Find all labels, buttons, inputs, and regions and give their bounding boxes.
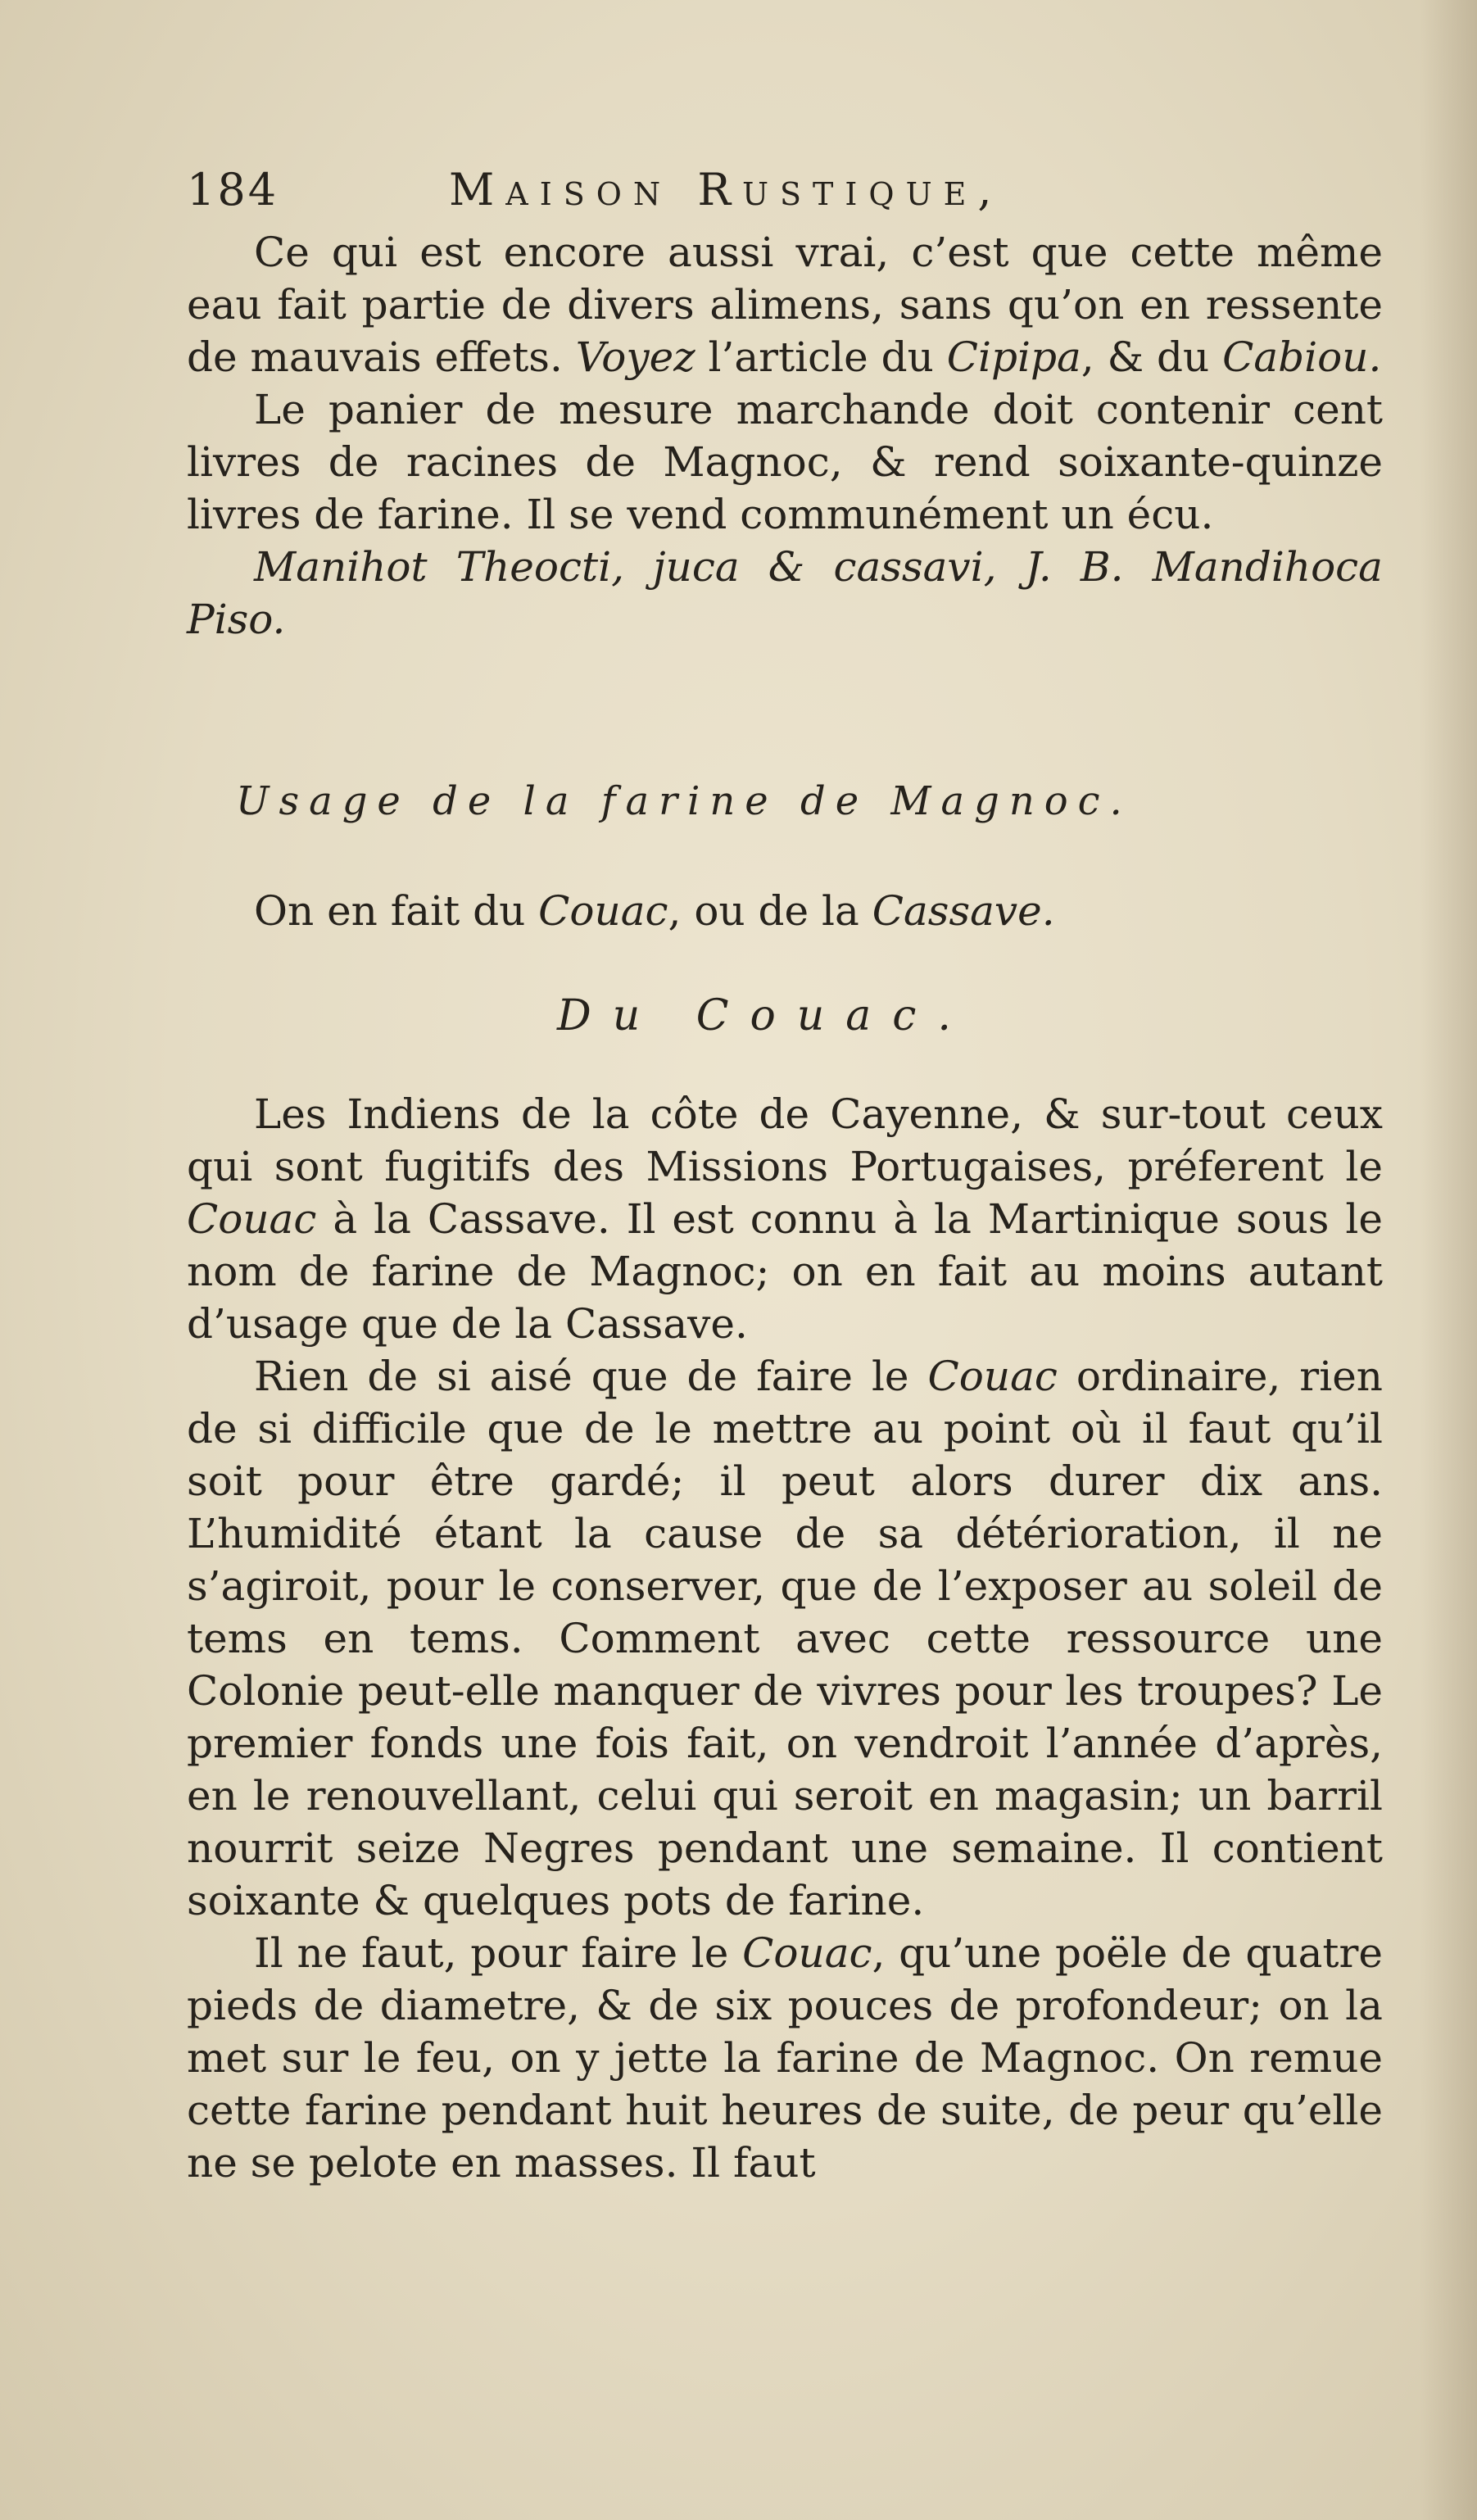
paragraph-indiens (187, 1088, 1383, 1350)
italic-cipipa: Cipipa (946, 333, 1081, 381)
italic-couac: Couac (538, 887, 668, 935)
paragraph-text: l’article du (695, 333, 947, 381)
paragraph-poele (187, 1927, 1383, 2189)
paragraph-text: Les Indiens de la côte de Cayenne, & sur-tout ceux qui sont fugitifs des Missions Portugaises, préferent le (187, 1090, 1383, 1190)
italic-voyez: Voyez (575, 333, 695, 381)
italic-cabiou: Cabiou. (1222, 333, 1382, 381)
usage-lead-line (254, 885, 1055, 937)
running-title: Maison Rustique, (449, 164, 1004, 215)
page-number: 184 (187, 164, 279, 215)
paragraph-text: Ce qui est encore aussi vrai, c’est que cette même eau fait partie de divers alimens, sans qu’on en ressente de mauvais effets. (187, 229, 1383, 381)
heading-du-couac: Du Couac. (557, 991, 972, 1040)
italic-couac: Couac (187, 1195, 317, 1243)
paragraph-text: ordinaire, rien de si difficile que de le mettre au point où il faut qu’il soit pour être gardé; il peut alors durer dix ans. L’humidité étant la cause de sa détérioration, il ne s’agiroit, pour le conserver, que de l’exposer au soleil de tems en tems. Comment avec cette ressource une Colonie peut-elle manquer de vivres pour les troupes? Le premier fonds une fois fait, on vendroit l’année d’après, en le renouvellant, celui qui seroit en magasin; un barril nourrit seize Negres pendant une semaine. Il contient soixante & quelques pots de farine. (187, 1353, 1383, 1924)
paragraph-eau (187, 226, 1383, 383)
paragraph-text: Il ne faut, pour faire le (254, 1929, 743, 1977)
paragraph-text: , qu’une poële de quatre pieds de diametre, & de six pouces de profondeur; on la met sur le feu, on y jette la farine de Magnoc. On remue cette farine pendant huit heures de suite, de peur qu’elle ne se pelote en masses. Il faut (187, 1929, 1383, 2187)
lead-text: , ou de la (668, 887, 872, 935)
paragraph-rien (187, 1350, 1383, 1927)
text-block-couac (187, 1088, 1383, 2189)
paragraph-text: Rien de si aisé que de faire le (254, 1353, 928, 1400)
italic-couac: Couac (742, 1929, 872, 1977)
italic-couac: Couac (927, 1353, 1058, 1400)
heading-usage-farine: Usage de la farine de Magnoc. (236, 778, 1132, 824)
italic-cassave: Cassave. (872, 887, 1055, 935)
paragraph-panier: Le panier de mesure marchande doit contenir cent livres de racines de Magnoc, & rend soixante-quinze livres de farine. Il se vend communément un écu. (187, 386, 1383, 538)
text-block-upper (187, 226, 1383, 646)
paragraph-text: à la Cassave. Il est connu à la Martinique sous le nom de farine de Magnoc; on en fait au moins autant d’usage que de la Cassave. (187, 1195, 1383, 1348)
lead-text: On en fait du (254, 887, 539, 935)
paragraph-text: , & du (1081, 333, 1223, 381)
paragraph-botanical-names: Manihot Theocti, juca & cassavi, J. B. Mandihoca Piso. (187, 543, 1383, 643)
running-head (187, 164, 1399, 221)
page-edge-shadow (1420, 0, 1477, 2520)
